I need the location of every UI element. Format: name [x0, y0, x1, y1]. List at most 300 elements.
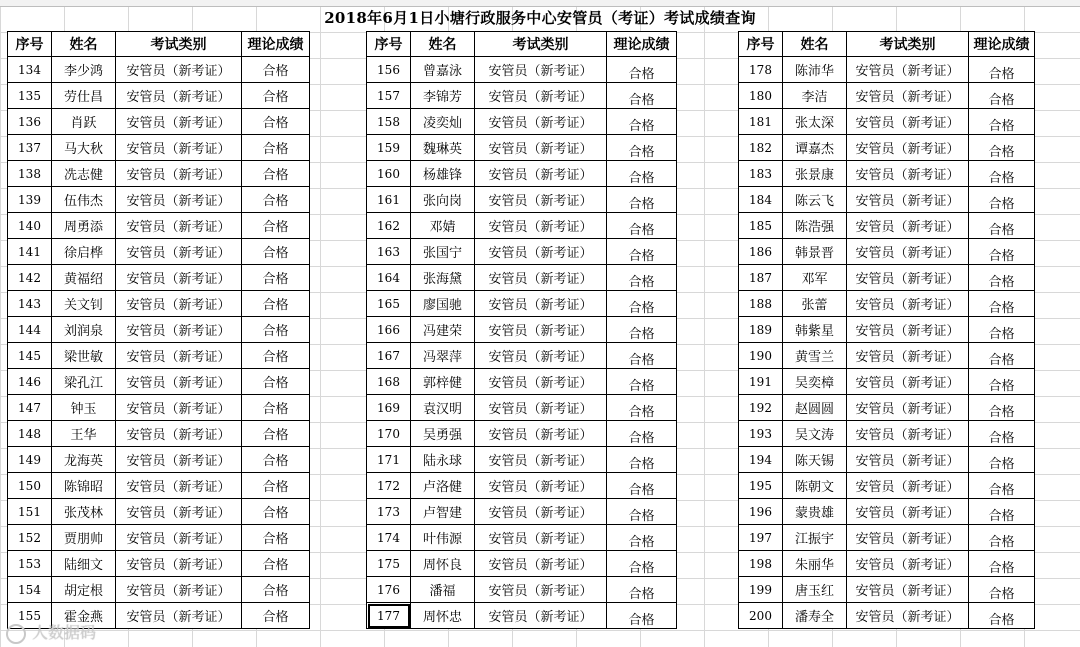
category-cell[interactable]: 安管员（新考证） — [847, 135, 969, 161]
name-cell[interactable]: 梁孔江 — [52, 369, 116, 395]
name-cell[interactable]: 李洁 — [783, 83, 847, 109]
seq-cell[interactable]: 163 — [367, 239, 411, 265]
seq-cell[interactable]: 140 — [8, 213, 52, 239]
seq-cell[interactable]: 134 — [8, 57, 52, 83]
result-cell[interactable]: 合格 — [242, 525, 310, 551]
result-cell[interactable]: 合格 — [242, 577, 310, 603]
result-cell[interactable]: 合格 — [242, 57, 310, 83]
result-cell[interactable]: 合格 — [607, 603, 677, 629]
name-cell[interactable]: 叶伟源 — [411, 525, 475, 551]
name-cell[interactable]: 吴奕樟 — [783, 369, 847, 395]
category-cell[interactable]: 安管员（新考证） — [116, 317, 242, 343]
column-header-category[interactable]: 考试类别 — [475, 32, 607, 57]
table-row — [739, 109, 1035, 135]
column-header-seq[interactable]: 序号 — [739, 32, 783, 57]
table-row — [8, 187, 310, 213]
name-cell[interactable]: 张茂林 — [52, 499, 116, 525]
result-cell[interactable]: 合格 — [607, 551, 677, 577]
name-cell[interactable]: 黄雪兰 — [783, 343, 847, 369]
result-cell[interactable]: 合格 — [607, 499, 677, 525]
seq-cell[interactable]: 166 — [367, 317, 411, 343]
category-cell[interactable]: 安管员（新考证） — [475, 109, 607, 135]
category-cell[interactable]: 安管员（新考证） — [847, 265, 969, 291]
seq-cell[interactable]: 198 — [739, 551, 783, 577]
result-cell[interactable]: 合格 — [242, 135, 310, 161]
category-cell[interactable]: 安管员（新考证） — [116, 109, 242, 135]
result-cell[interactable]: 合格 — [969, 577, 1035, 603]
category-cell[interactable]: 安管员（新考证） — [847, 57, 969, 83]
name-cell[interactable]: 张景康 — [783, 161, 847, 187]
category-cell[interactable]: 安管员（新考证） — [475, 473, 607, 499]
name-cell[interactable]: 龙海英 — [52, 447, 116, 473]
category-cell[interactable]: 安管员（新考证） — [475, 369, 607, 395]
result-cell[interactable]: 合格 — [607, 83, 677, 109]
name-cell[interactable]: 邓军 — [783, 265, 847, 291]
result-cell[interactable]: 合格 — [607, 109, 677, 135]
category-cell[interactable]: 安管员（新考证） — [116, 395, 242, 421]
category-cell[interactable]: 安管员（新考证） — [475, 447, 607, 473]
result-cell[interactable]: 合格 — [607, 57, 677, 83]
seq-cell[interactable]: 171 — [367, 447, 411, 473]
name-cell[interactable]: 陆永球 — [411, 447, 475, 473]
category-cell[interactable]: 安管员（新考证） — [475, 343, 607, 369]
category-cell[interactable]: 安管员（新考证） — [116, 265, 242, 291]
name-cell[interactable]: 陈朝文 — [783, 473, 847, 499]
seq-cell[interactable]: 156 — [367, 57, 411, 83]
table-row — [739, 603, 1035, 629]
category-cell[interactable]: 安管员（新考证） — [475, 83, 607, 109]
name-cell[interactable]: 朱丽华 — [783, 551, 847, 577]
category-cell[interactable]: 安管员（新考证） — [847, 603, 969, 629]
result-cell[interactable]: 合格 — [607, 135, 677, 161]
seq-cell[interactable]: 173 — [367, 499, 411, 525]
seq-cell[interactable]: 172 — [367, 473, 411, 499]
seq-cell[interactable]: 197 — [739, 525, 783, 551]
category-cell[interactable]: 安管员（新考证） — [847, 161, 969, 187]
category-cell[interactable]: 安管员（新考证） — [847, 213, 969, 239]
seq-cell[interactable]: 161 — [367, 187, 411, 213]
category-cell[interactable]: 安管员（新考证） — [116, 447, 242, 473]
column-header-name[interactable]: 姓名 — [411, 32, 475, 57]
category-cell[interactable]: 安管员（新考证） — [847, 343, 969, 369]
result-cell[interactable]: 合格 — [969, 109, 1035, 135]
seq-cell[interactable]: 186 — [739, 239, 783, 265]
category-cell[interactable]: 安管员（新考证） — [475, 499, 607, 525]
category-cell[interactable]: 安管员（新考证） — [847, 395, 969, 421]
seq-cell[interactable]: 160 — [367, 161, 411, 187]
seq-cell[interactable]: 162 — [367, 213, 411, 239]
result-cell[interactable]: 合格 — [607, 161, 677, 187]
result-cell[interactable]: 合格 — [969, 551, 1035, 577]
name-cell[interactable]: 陈锦昭 — [52, 473, 116, 499]
seq-cell[interactable]: 200 — [739, 603, 783, 629]
category-cell[interactable]: 安管员（新考证） — [847, 187, 969, 213]
result-cell[interactable]: 合格 — [969, 395, 1035, 421]
result-cell[interactable]: 合格 — [607, 369, 677, 395]
seq-cell[interactable]: 149 — [8, 447, 52, 473]
name-cell[interactable]: 冯建荣 — [411, 317, 475, 343]
category-cell[interactable]: 安管员（新考证） — [475, 57, 607, 83]
name-cell[interactable]: 陈沛华 — [783, 57, 847, 83]
category-cell[interactable]: 安管员（新考证） — [475, 551, 607, 577]
name-cell[interactable]: 张太深 — [783, 109, 847, 135]
result-cell[interactable]: 合格 — [969, 83, 1035, 109]
seq-cell[interactable]: 192 — [739, 395, 783, 421]
category-cell[interactable]: 安管员（新考证） — [116, 577, 242, 603]
name-cell[interactable]: 贾朋帅 — [52, 525, 116, 551]
result-cell[interactable]: 合格 — [242, 317, 310, 343]
category-cell[interactable]: 安管员（新考证） — [116, 57, 242, 83]
result-cell[interactable]: 合格 — [242, 473, 310, 499]
name-cell[interactable]: 韩紫星 — [783, 317, 847, 343]
result-cell[interactable]: 合格 — [242, 369, 310, 395]
seq-cell[interactable]: 189 — [739, 317, 783, 343]
name-cell[interactable]: 梁世敏 — [52, 343, 116, 369]
name-cell[interactable]: 霍金燕 — [52, 603, 116, 629]
category-cell[interactable]: 安管员（新考证） — [847, 109, 969, 135]
name-cell[interactable]: 潘福 — [411, 577, 475, 603]
seq-cell[interactable]: 184 — [739, 187, 783, 213]
page-title: 2018年6月1日小塘行政服务中心安管员（考证）考试成绩查询 — [324, 9, 756, 27]
name-cell[interactable]: 冼志健 — [52, 161, 116, 187]
category-cell[interactable]: 安管员（新考证） — [475, 525, 607, 551]
category-cell[interactable]: 安管员（新考证） — [116, 161, 242, 187]
table-row — [739, 83, 1035, 109]
name-cell[interactable]: 凌奕灿 — [411, 109, 475, 135]
result-cell[interactable]: 合格 — [607, 525, 677, 551]
result-cell[interactable]: 合格 — [969, 317, 1035, 343]
category-cell[interactable]: 安管员（新考证） — [847, 239, 969, 265]
table-row — [739, 421, 1035, 447]
result-cell[interactable]: 合格 — [969, 343, 1035, 369]
seq-cell[interactable]: 141 — [8, 239, 52, 265]
seq-cell[interactable]: 152 — [8, 525, 52, 551]
name-cell[interactable]: 陆细文 — [52, 551, 116, 577]
category-cell[interactable]: 安管员（新考证） — [116, 187, 242, 213]
result-cell[interactable]: 合格 — [242, 499, 310, 525]
result-cell[interactable]: 合格 — [242, 109, 310, 135]
table-row — [8, 135, 310, 161]
name-cell[interactable]: 伍伟杰 — [52, 187, 116, 213]
name-cell[interactable]: 谭嘉杰 — [783, 135, 847, 161]
result-cell[interactable]: 合格 — [969, 161, 1035, 187]
result-cell[interactable]: 合格 — [607, 213, 677, 239]
result-cell[interactable]: 合格 — [969, 265, 1035, 291]
category-cell[interactable]: 安管员（新考证） — [116, 213, 242, 239]
column-header-result[interactable]: 理论成绩 — [969, 32, 1035, 57]
name-cell[interactable]: 潘寿全 — [783, 603, 847, 629]
name-cell[interactable]: 江振宇 — [783, 525, 847, 551]
table-row — [8, 421, 310, 447]
table-row — [8, 317, 310, 343]
seq-cell[interactable]: 167 — [367, 343, 411, 369]
category-cell[interactable]: 安管员（新考证） — [475, 135, 607, 161]
category-cell[interactable]: 安管员（新考证） — [116, 291, 242, 317]
name-cell[interactable]: 肖跃 — [52, 109, 116, 135]
seq-cell[interactable]: 191 — [739, 369, 783, 395]
name-cell[interactable]: 吴勇强 — [411, 421, 475, 447]
category-cell[interactable]: 安管员（新考证） — [475, 187, 607, 213]
result-cell[interactable]: 合格 — [242, 265, 310, 291]
category-cell[interactable]: 安管员（新考证） — [847, 291, 969, 317]
column-header-result[interactable]: 理论成绩 — [607, 32, 677, 57]
category-cell[interactable]: 安管员（新考证） — [847, 525, 969, 551]
result-cell[interactable]: 合格 — [242, 83, 310, 109]
seq-cell[interactable]: 159 — [367, 135, 411, 161]
seq-cell[interactable]: 151 — [8, 499, 52, 525]
name-cell[interactable]: 杨雄锋 — [411, 161, 475, 187]
category-cell[interactable]: 安管员（新考证） — [475, 161, 607, 187]
name-cell[interactable]: 陈天锡 — [783, 447, 847, 473]
seq-cell[interactable]: 170 — [367, 421, 411, 447]
category-cell[interactable]: 安管员（新考证） — [116, 603, 242, 629]
name-cell[interactable]: 魏琳英 — [411, 135, 475, 161]
result-cell[interactable]: 合格 — [242, 239, 310, 265]
category-cell[interactable]: 安管员（新考证） — [116, 135, 242, 161]
category-cell[interactable]: 安管员（新考证） — [116, 473, 242, 499]
name-cell[interactable]: 张国宁 — [411, 239, 475, 265]
column-header-result[interactable]: 理论成绩 — [242, 32, 310, 57]
column-header-name[interactable]: 姓名 — [52, 32, 116, 57]
seq-cell[interactable]: 146 — [8, 369, 52, 395]
name-cell[interactable]: 关文钊 — [52, 291, 116, 317]
result-cell[interactable]: 合格 — [969, 187, 1035, 213]
result-cell[interactable]: 合格 — [969, 447, 1035, 473]
category-cell[interactable]: 安管员（新考证） — [475, 577, 607, 603]
category-cell[interactable]: 安管员（新考证） — [847, 551, 969, 577]
result-cell[interactable]: 合格 — [607, 317, 677, 343]
table-row — [367, 395, 677, 421]
result-cell[interactable]: 合格 — [242, 551, 310, 577]
seq-cell[interactable]: 136 — [8, 109, 52, 135]
seq-cell[interactable]: 142 — [8, 265, 52, 291]
result-cell[interactable]: 合格 — [607, 421, 677, 447]
seq-cell[interactable]: 157 — [367, 83, 411, 109]
name-cell[interactable]: 李少鸿 — [52, 57, 116, 83]
table-row — [739, 57, 1035, 83]
seq-cell[interactable]: 177 — [367, 603, 411, 629]
name-cell[interactable]: 曾嘉泳 — [411, 57, 475, 83]
result-cell[interactable]: 合格 — [969, 239, 1035, 265]
seq-cell[interactable]: 135 — [8, 83, 52, 109]
seq-cell[interactable]: 168 — [367, 369, 411, 395]
name-cell[interactable]: 唐玉红 — [783, 577, 847, 603]
seq-cell[interactable]: 196 — [739, 499, 783, 525]
name-cell[interactable]: 黄福绍 — [52, 265, 116, 291]
seq-cell[interactable]: 145 — [8, 343, 52, 369]
seq-cell[interactable]: 193 — [739, 421, 783, 447]
table-row — [367, 343, 677, 369]
name-cell[interactable]: 周怀良 — [411, 551, 475, 577]
seq-cell[interactable]: 137 — [8, 135, 52, 161]
category-cell[interactable]: 安管员（新考证） — [475, 265, 607, 291]
table-row — [8, 551, 310, 577]
result-cell[interactable]: 合格 — [607, 447, 677, 473]
seq-cell[interactable]: 174 — [367, 525, 411, 551]
category-cell[interactable]: 安管员（新考证） — [847, 473, 969, 499]
result-cell[interactable]: 合格 — [607, 577, 677, 603]
result-cell[interactable]: 合格 — [969, 473, 1035, 499]
result-cell[interactable]: 合格 — [607, 473, 677, 499]
seq-cell[interactable]: 182 — [739, 135, 783, 161]
result-cell[interactable]: 合格 — [969, 525, 1035, 551]
seq-cell[interactable]: 165 — [367, 291, 411, 317]
category-cell[interactable]: 安管员（新考证） — [116, 239, 242, 265]
watermark — [6, 620, 96, 642]
category-cell[interactable]: 安管员（新考证） — [847, 577, 969, 603]
table-row — [739, 239, 1035, 265]
name-cell[interactable]: 卢洛健 — [411, 473, 475, 499]
name-cell[interactable]: 刘润泉 — [52, 317, 116, 343]
category-cell[interactable]: 安管员（新考证） — [116, 83, 242, 109]
name-cell[interactable]: 马大秋 — [52, 135, 116, 161]
seq-cell[interactable]: 175 — [367, 551, 411, 577]
result-cell[interactable]: 合格 — [242, 291, 310, 317]
seq-cell[interactable]: 164 — [367, 265, 411, 291]
name-cell[interactable]: 张蕾 — [783, 291, 847, 317]
seq-cell[interactable]: 185 — [739, 213, 783, 239]
name-cell[interactable]: 蒙贵雄 — [783, 499, 847, 525]
category-cell[interactable]: 安管员（新考证） — [475, 317, 607, 343]
name-cell[interactable]: 吴文涛 — [783, 421, 847, 447]
seq-cell[interactable]: 199 — [739, 577, 783, 603]
name-cell[interactable]: 胡定根 — [52, 577, 116, 603]
name-cell[interactable]: 劳仕昌 — [52, 83, 116, 109]
category-cell[interactable]: 安管员（新考证） — [475, 213, 607, 239]
category-cell[interactable]: 安管员（新考证） — [475, 239, 607, 265]
result-cell[interactable]: 合格 — [969, 369, 1035, 395]
table-row — [8, 343, 310, 369]
name-cell[interactable]: 韩景晋 — [783, 239, 847, 265]
category-cell[interactable]: 安管员（新考证） — [847, 317, 969, 343]
seq-cell[interactable]: 169 — [367, 395, 411, 421]
table-row — [8, 525, 310, 551]
result-cell[interactable]: 合格 — [242, 603, 310, 629]
result-cell[interactable]: 合格 — [242, 343, 310, 369]
seq-cell[interactable]: 187 — [739, 265, 783, 291]
result-cell[interactable]: 合格 — [969, 603, 1035, 629]
category-cell[interactable]: 安管员（新考证） — [475, 603, 607, 629]
result-cell[interactable]: 合格 — [607, 343, 677, 369]
category-cell[interactable]: 安管员（新考证） — [116, 369, 242, 395]
result-cell[interactable]: 合格 — [242, 447, 310, 473]
table-row — [8, 83, 310, 109]
name-cell[interactable]: 郭梓健 — [411, 369, 475, 395]
column-header-category[interactable]: 考试类别 — [847, 32, 969, 57]
seq-cell[interactable]: 190 — [739, 343, 783, 369]
category-cell[interactable]: 安管员（新考证） — [475, 421, 607, 447]
seq-cell[interactable]: 194 — [739, 447, 783, 473]
result-cell[interactable]: 合格 — [969, 421, 1035, 447]
name-cell[interactable]: 周勇添 — [52, 213, 116, 239]
seq-cell[interactable]: 148 — [8, 421, 52, 447]
seq-cell[interactable]: 180 — [739, 83, 783, 109]
result-cell[interactable]: 合格 — [242, 421, 310, 447]
seq-cell[interactable]: 176 — [367, 577, 411, 603]
seq-cell[interactable]: 195 — [739, 473, 783, 499]
column-header-name[interactable]: 姓名 — [783, 32, 847, 57]
result-cell[interactable]: 合格 — [242, 161, 310, 187]
seq-cell[interactable]: 138 — [8, 161, 52, 187]
result-cell[interactable]: 合格 — [607, 395, 677, 421]
seq-cell[interactable]: 153 — [8, 551, 52, 577]
result-cell[interactable]: 合格 — [242, 213, 310, 239]
result-cell[interactable]: 合格 — [969, 291, 1035, 317]
name-cell[interactable]: 袁汉明 — [411, 395, 475, 421]
result-cell[interactable]: 合格 — [607, 265, 677, 291]
name-cell[interactable]: 廖国驰 — [411, 291, 475, 317]
name-cell[interactable]: 陈云飞 — [783, 187, 847, 213]
result-cell[interactable]: 合格 — [969, 57, 1035, 83]
seq-cell[interactable]: 183 — [739, 161, 783, 187]
category-cell[interactable]: 安管员（新考证） — [475, 291, 607, 317]
name-cell[interactable]: 张海黛 — [411, 265, 475, 291]
category-cell[interactable]: 安管员（新考证） — [847, 421, 969, 447]
table-header-row — [367, 32, 677, 57]
result-cell[interactable]: 合格 — [969, 499, 1035, 525]
watermark-logo-icon — [6, 624, 26, 644]
name-cell[interactable]: 陈浩强 — [783, 213, 847, 239]
category-cell[interactable]: 安管员（新考证） — [847, 83, 969, 109]
result-cell[interactable]: 合格 — [607, 291, 677, 317]
category-cell[interactable]: 安管员（新考证） — [116, 525, 242, 551]
category-cell[interactable]: 安管员（新考证） — [116, 421, 242, 447]
category-cell[interactable]: 安管员（新考证） — [116, 551, 242, 577]
category-cell[interactable]: 安管员（新考证） — [847, 447, 969, 473]
result-cell[interactable]: 合格 — [242, 395, 310, 421]
seq-cell[interactable]: 154 — [8, 577, 52, 603]
name-cell[interactable]: 冯翠萍 — [411, 343, 475, 369]
result-cell[interactable]: 合格 — [607, 239, 677, 265]
seq-cell[interactable]: 178 — [739, 57, 783, 83]
table-header-row — [739, 32, 1035, 57]
seq-cell[interactable]: 158 — [367, 109, 411, 135]
result-cell[interactable]: 合格 — [607, 187, 677, 213]
name-cell[interactable]: 李锦芳 — [411, 83, 475, 109]
seq-cell[interactable]: 188 — [739, 291, 783, 317]
result-cell[interactable]: 合格 — [969, 135, 1035, 161]
category-cell[interactable]: 安管员（新考证） — [847, 369, 969, 395]
seq-cell[interactable]: 143 — [8, 291, 52, 317]
category-cell[interactable]: 安管员（新考证） — [475, 395, 607, 421]
name-cell[interactable]: 王华 — [52, 421, 116, 447]
seq-cell[interactable]: 139 — [8, 187, 52, 213]
result-cell[interactable]: 合格 — [969, 213, 1035, 239]
name-cell[interactable]: 卢智建 — [411, 499, 475, 525]
table-row — [8, 577, 310, 603]
result-cell[interactable]: 合格 — [242, 187, 310, 213]
column-header-seq[interactable]: 序号 — [367, 32, 411, 57]
category-cell[interactable]: 安管员（新考证） — [116, 343, 242, 369]
category-cell[interactable]: 安管员（新考证） — [116, 499, 242, 525]
table-row — [739, 499, 1035, 525]
seq-cell[interactable]: 144 — [8, 317, 52, 343]
name-cell[interactable]: 张向岗 — [411, 187, 475, 213]
table-row — [739, 213, 1035, 239]
column-header-category[interactable]: 考试类别 — [116, 32, 242, 57]
column-header-seq[interactable]: 序号 — [8, 32, 52, 57]
name-cell[interactable]: 赵圆圆 — [783, 395, 847, 421]
name-cell[interactable]: 徐启桦 — [52, 239, 116, 265]
name-cell[interactable]: 周怀忠 — [411, 603, 475, 629]
seq-cell[interactable]: 147 — [8, 395, 52, 421]
name-cell[interactable]: 邓婧 — [411, 213, 475, 239]
category-cell[interactable]: 安管员（新考证） — [847, 499, 969, 525]
seq-cell[interactable]: 150 — [8, 473, 52, 499]
name-cell[interactable]: 钟玉 — [52, 395, 116, 421]
seq-cell[interactable]: 181 — [739, 109, 783, 135]
seq-cell[interactable]: 155 — [8, 603, 52, 629]
